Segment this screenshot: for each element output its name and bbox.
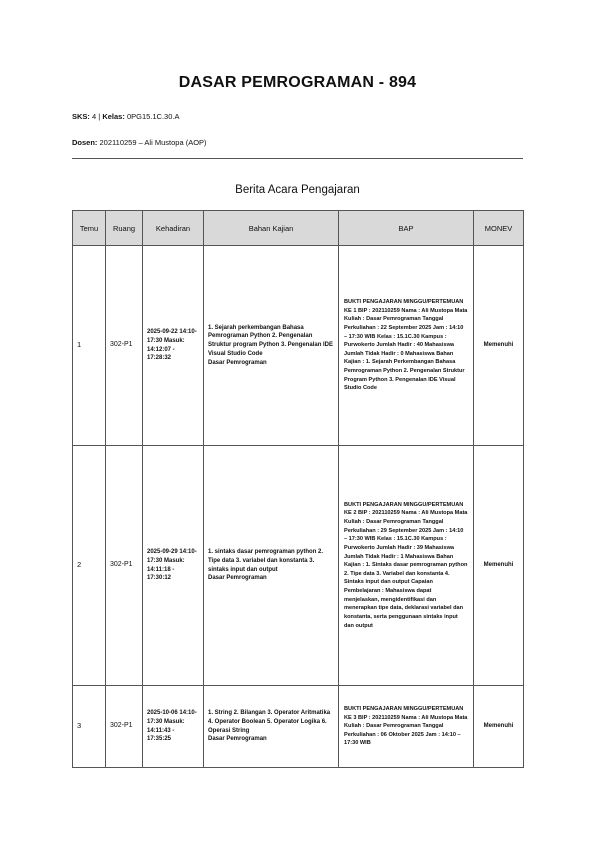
sks-label: SKS: [72,112,90,121]
col-header-monev: MONEV [474,211,524,246]
bahan-text: 1. sintaks dasar pemrograman python 2. Tipe data 3. variabel dan konstanta 3. sintaks input dan output [208,549,324,573]
col-header-temu: Temu [73,211,106,246]
col-header-kehadiran: Kehadiran [143,211,204,246]
section-title: Berita Acara Pengajaran [235,184,360,196]
teaching-report-table [72,210,524,768]
separator: | [98,112,101,121]
dosen-label: Dosen: [72,138,98,147]
cell-temu: 1 [73,246,106,446]
cell-kehadiran: 2025-10-06 14:10-17:30 Masuk: 14:11:43 - 17:35:25 [143,686,204,768]
table-row [73,446,524,686]
cell-monev: Memenuhi [474,446,524,686]
cell-ruang: 302-P1 [106,446,143,686]
cell-monev: Memenuhi [474,686,524,768]
course-info [72,112,179,121]
kelas-value: 0PG15.1C.30.A [126,112,180,121]
cell-kehadiran: 2025-09-22 14:10-17:30 Masuk: 14:12:07 - 17:28:32 [143,246,204,446]
table-header-row [73,211,524,246]
cell-ruang: 302-P1 [106,686,143,768]
sks-value: 4 [92,112,97,121]
divider [72,158,523,159]
col-header-ruang: Ruang [106,211,143,246]
table-container [72,210,525,770]
cell-bap: BUKTI PENGAJARAN MINGGU/PERTEMUAN KE 2 BIP : 202110259 Nama : Ali Mustopa Mata Kuliah : Dasar Pemrograman Tanggal Perkuliahan : 29 September 2025 Jam : 14:10 – 17:30 WIB Kelas : 15.1C.30 Kampus : Purwokerto Jumlah Hadir : 39 Mahasiswa Jumlah Tidak Hadir : 1 Mahasiswa Bahan Kajian : 1. Sintaks dasar pemrograman python 2. Tipe data 3. Variabel dan konstanta 4. Sintaks input dan output Capaian Pembelajaran : Mahasiswa dapat menjelaskan, mengidentifikasi dan menerapkan tipe data, deklarasi variabel dan konstanta, serta penggunaan sintaks input dan output [339,446,474,686]
cell-temu: 2 [73,446,106,686]
cell-bap: BUKTI PENGAJARAN MINGGU/PERTEMUAN KE 3 BIP : 202110259 Nama : Ali Mustopa Mata Kuliah : Dasar Pemrograman Tanggal Perkuliahan : 06 Oktober 2025 Jam : 14:10 – 17:30 WIB [339,686,474,768]
bahan-text: 1. String 2. Bilangan 3. Operator Aritmatika 4. Operator Boolean 5. Operator Logika 6. Operasi String [208,710,331,734]
kelas-label: Kelas: [102,112,125,121]
document-title: DASAR PEMROGRAMAN - 894 [178,74,417,91]
bahan-course: Dasar Pemrograman [208,575,267,582]
dosen-value: 202110259 – Ali Mustopa (AOP) [99,138,207,147]
lecturer-info [72,138,207,147]
cell-bahan-kajian [204,446,339,686]
cell-bahan-kajian [204,686,339,768]
col-header-bahan-kajian: Bahan Kajian [204,211,339,246]
cell-bap: BUKTI PENGAJARAN MINGGU/PERTEMUAN KE 1 BIP : 202110259 Nama : Ali Mustopa Mata Kuliah : Dasar Pemrograman Tanggal Perkuliahan : 22 September 2025 Jam : 14:10 – 17:30 WIB Kelas : 15.1C.30 Kampus : Purwokerto Jumlah Hadir : 40 Mahasiswa Jumlah Tidak Hadir : 0 Mahasiswa Bahan Kajian : 1. Sejarah Perkembangan Bahasa Pemrograman Python 2. Pengenalan Struktur Program Python 3. Pengenalan IDE Visual Studio Code [339,246,474,446]
bahan-course: Dasar Pemrograman [208,736,267,743]
cell-bahan-kajian [204,246,339,446]
cell-temu: 3 [73,686,106,768]
cell-monev: Memenuhi [474,246,524,446]
table-row [73,246,524,446]
table-row [73,686,524,768]
cell-ruang: 302-P1 [106,246,143,446]
cell-kehadiran: 2025-09-29 14:10-17:30 Masuk: 14:11:18 - 17:30:12 [143,446,204,686]
col-header-bap: BAP [339,211,474,246]
bahan-text: 1. Sejarah perkembangan Bahasa Pemrograman Python 2. Pengenalan Struktur program Python 3. Pengenalan IDE Visual Studio Code [208,324,334,357]
bahan-course: Dasar Pemrograman [208,359,267,366]
